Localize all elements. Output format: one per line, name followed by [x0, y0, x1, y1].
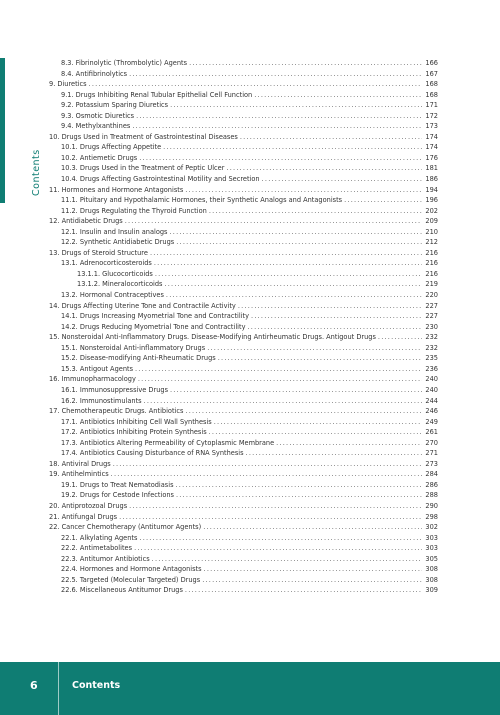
toc-entry[interactable] [49, 111, 438, 122]
toc-entry-page: 302 [425, 523, 438, 532]
toc-entry[interactable] [49, 216, 438, 227]
toc-leader-dots [251, 311, 422, 322]
toc-entry-title: 14.2. Drugs Reducing Myometrial Tone and Contractility [61, 322, 246, 331]
toc-entry[interactable] [49, 90, 438, 101]
toc-leader-dots [111, 469, 422, 480]
toc-entry[interactable] [49, 153, 438, 164]
toc-entry-title: 21. Antifungal Drugs [49, 512, 118, 521]
toc-entry-page: 230 [425, 322, 438, 331]
toc-entry-title: 22.1. Alkylating Agents [61, 533, 138, 542]
toc-leader-dots [185, 585, 422, 596]
toc-entry-title: 22. Cancer Chemotherapy (Antitumor Agents) [49, 523, 202, 532]
toc-entry-page: 210 [425, 227, 438, 236]
toc-entry-title: 9. Diuretics [49, 80, 87, 89]
page-footer [0, 662, 500, 715]
toc-entry[interactable] [49, 406, 438, 417]
toc-entry-title: 22.2. Antimetabolites [61, 544, 133, 553]
toc-entry[interactable] [49, 174, 438, 185]
toc-entry-title: 13.1.2. Mineralocorticoids [77, 280, 163, 289]
toc-leader-dots [254, 90, 422, 101]
toc-entry-page: 240 [425, 375, 438, 384]
toc-entry-page: 240 [425, 385, 438, 394]
toc-entry[interactable] [49, 100, 438, 111]
toc-entry-page: 186 [425, 175, 438, 184]
toc-entry[interactable] [49, 290, 438, 301]
toc-entry-title: 10.4. Drugs Affecting Gastrointestinal Motility and Secretion [61, 175, 260, 184]
toc-leader-dots [139, 153, 422, 164]
toc-leader-dots [155, 269, 422, 280]
toc-entry[interactable] [49, 237, 438, 248]
toc-entry[interactable] [49, 374, 438, 385]
toc-entry-page: 176 [425, 153, 438, 162]
toc-entry-title: 8.4. Antifibrinolytics [61, 69, 128, 78]
toc-entry-title: 12.1. Insulin and Insulin analogs [61, 227, 168, 236]
toc-entry-page: 235 [425, 354, 438, 363]
toc-entry[interactable] [49, 448, 438, 459]
toc-leader-dots [214, 417, 422, 428]
toc-leader-dots [207, 343, 422, 354]
toc-entry[interactable] [49, 533, 438, 544]
toc-entry-title: 16.2. Immunostimulants [61, 396, 142, 405]
toc-leader-dots [344, 195, 422, 206]
toc-entry-title: 10.3. Drugs Used in the Treatment of Peptic Ulcer [61, 164, 225, 173]
toc-leader-dots [218, 353, 422, 364]
toc-entry-page: 246 [425, 407, 438, 416]
toc-entry-page: 168 [425, 80, 438, 89]
toc-leader-dots [240, 132, 422, 143]
toc-entry-page: 174 [425, 143, 438, 152]
toc-leader-dots [170, 100, 422, 111]
toc-entry[interactable] [49, 427, 438, 438]
toc-entry-page: 216 [425, 248, 438, 257]
toc-entry-title: 14.1. Drugs Increasing Myometrial Tone and Contractility [61, 312, 250, 321]
toc-entry[interactable] [49, 585, 438, 596]
toc-leader-dots [144, 396, 422, 407]
toc-entry[interactable] [49, 501, 438, 512]
toc-entry-page: 261 [425, 428, 438, 437]
toc-leader-dots [170, 385, 422, 396]
toc-entry-page: 308 [425, 575, 438, 584]
toc-entry-page: 220 [425, 291, 438, 300]
toc-entry-title: 16.1. Immunosuppressive Drugs [61, 385, 169, 394]
toc-entry-page: 227 [425, 312, 438, 321]
toc-leader-dots [129, 501, 422, 512]
toc-leader-dots [139, 533, 422, 544]
toc-entry-title: 10. Drugs Used in Treatment of Gastrointestinal Diseases [49, 132, 238, 141]
toc-entry-title: 9.1. Drugs Inhibiting Renal Tubular Epithelial Cell Function [61, 90, 253, 99]
toc-leader-dots [185, 406, 422, 417]
toc-entry-page: 309 [425, 586, 438, 595]
toc-leader-dots [176, 490, 422, 501]
toc-entry-title: 18. Antiviral Drugs [49, 459, 111, 468]
toc-entry-page: 271 [425, 449, 438, 458]
toc-entry-page: 219 [425, 280, 438, 289]
toc-entry-title: 15. Nonsteroidal Anti-Inflammatory Drugs. Disease-Modifying Antirheumatic Drugs. Antigout Drugs [49, 333, 376, 342]
toc-entry[interactable] [49, 564, 438, 575]
toc-entry[interactable] [49, 142, 438, 153]
toc-entry-title: 17. Chemotherapeutic Drugs. Antibiotics [49, 407, 184, 416]
toc-entry[interactable] [49, 438, 438, 449]
toc-leader-dots [134, 543, 422, 554]
toc-entry[interactable] [49, 195, 438, 206]
toc-entry-page: 290 [425, 501, 438, 510]
toc-leader-dots [163, 142, 422, 153]
toc-leader-dots [136, 111, 422, 122]
toc-entry-title: 22.6. Miscellaneous Antitumor Drugs [61, 586, 183, 595]
toc-entry-title: 19.1. Drugs to Treat Nematodiasis [61, 480, 174, 489]
toc-entry-page: 216 [425, 259, 438, 268]
toc-leader-dots [152, 554, 422, 565]
toc-entry[interactable] [49, 248, 438, 259]
footer-divider [58, 662, 59, 715]
toc-entry-title: 17.2. Antibiotics Inhibiting Protein Synthesis [61, 428, 207, 437]
toc-entry-title: 12.2. Synthetic Antidiabetic Drugs [61, 238, 175, 247]
toc-entry-title: 9.3. Osmotic Diuretics [61, 111, 135, 120]
toc-entry-page: 171 [425, 101, 438, 110]
toc-entry-title: 10.2. Antiemetic Drugs [61, 153, 138, 162]
toc-entry-page: 303 [425, 533, 438, 542]
toc-entry-page: 212 [425, 238, 438, 247]
toc-entry[interactable] [49, 269, 438, 280]
toc-entry-title: 9.2. Potassium Sparing Diuretics [61, 101, 169, 110]
toc-entry[interactable] [49, 417, 438, 428]
toc-entry-title: 11.2. Drugs Regulating the Thyroid Function [61, 206, 207, 215]
toc-entry[interactable] [49, 206, 438, 217]
toc-entry-title: 11.1. Pituitary and Hypothalamic Hormones, their Synthetic Analogs and Antagonists [61, 196, 343, 205]
side-section-label: Contents [31, 149, 42, 196]
toc-entry-page: 209 [425, 217, 438, 226]
toc-entry[interactable] [49, 69, 438, 80]
toc-entry[interactable] [49, 227, 438, 238]
toc-entry-page: 194 [425, 185, 438, 194]
toc-entry-title: 22.3. Antitumor Antibiotics [61, 554, 150, 563]
toc-entry-title: 9.4. Methylxanthines [61, 122, 131, 131]
toc-entry-page: 216 [425, 269, 438, 278]
toc-leader-dots [262, 174, 422, 185]
toc-entry-page: 284 [425, 470, 438, 479]
toc-entry-page: 298 [425, 512, 438, 521]
toc-entry[interactable] [49, 396, 438, 407]
toc-entry-page: 232 [425, 343, 438, 352]
toc-entry-title: 19.2. Drugs for Cestode Infections [61, 491, 174, 500]
toc-entry-page: 173 [425, 122, 438, 131]
toc-entry-title: 8.3. Fibrinolytic (Thrombolytic) Agents [61, 59, 188, 67]
toc-leader-dots [154, 258, 422, 269]
toc-entry-page: 236 [425, 364, 438, 373]
toc-entry[interactable] [49, 543, 438, 554]
side-tab-marker [0, 58, 5, 203]
toc-entry[interactable] [49, 469, 438, 480]
toc-entry[interactable] [49, 512, 438, 523]
toc-entry-page: 249 [425, 417, 438, 426]
toc-entry[interactable] [49, 575, 438, 586]
toc-entry[interactable] [49, 322, 438, 333]
toc-entry[interactable] [49, 480, 438, 491]
toc-entry-page: 227 [425, 301, 438, 310]
toc-entry-title: 17.1. Antibiotics Inhibiting Cell Wall Synthesis [61, 417, 212, 426]
toc-entry[interactable] [49, 554, 438, 565]
toc-entry[interactable] [49, 79, 438, 90]
toc-entry[interactable] [49, 121, 438, 132]
toc-leader-dots [150, 248, 422, 259]
toc-entry[interactable] [49, 311, 438, 322]
toc-entry-title: 15.3. Antigout Agents [61, 364, 134, 373]
toc-entry[interactable] [49, 490, 438, 501]
toc-leader-dots [209, 206, 422, 217]
toc-entry[interactable] [49, 258, 438, 269]
toc-entry-title: 22.4. Hormones and Hormone Antagonists [61, 565, 202, 574]
toc-entry-title: 16. Immunopharmacology [49, 375, 136, 384]
toc-entry-page: 270 [425, 438, 438, 447]
toc-entry-title: 20. Antiprotozoal Drugs [49, 501, 128, 510]
toc-entry-title: 12. Antidiabetic Drugs [49, 217, 123, 226]
toc-entry-page: 308 [425, 565, 438, 574]
toc-leader-dots [176, 480, 422, 491]
toc-entry-title: 13.1.1. Glucocorticoids [77, 269, 153, 278]
toc-entry-page: 196 [425, 196, 438, 205]
toc-leader-dots [125, 216, 422, 227]
toc-entry-title: 14. Drugs Affecting Uterine Tone and Contractile Activity [49, 301, 236, 310]
toc-entry-page: 166 [425, 59, 438, 67]
table-of-contents [49, 58, 438, 596]
toc-entry-title: 10.1. Drugs Affecting Appetite [61, 143, 162, 152]
toc-entry-title: 15.1. Nonsteroidal Anti-inflammatory Drugs [61, 343, 206, 352]
toc-entry-title: 13.1. Adrenocorticosteroids [61, 259, 152, 268]
toc-leader-dots [113, 459, 422, 470]
toc-entry[interactable] [49, 58, 438, 69]
toc-entry[interactable] [49, 385, 438, 396]
toc-entry-page: 167 [425, 69, 438, 78]
toc-entry[interactable] [49, 279, 438, 290]
toc-leader-dots [226, 163, 422, 174]
toc-leader-dots [166, 290, 422, 301]
toc-entry[interactable] [49, 353, 438, 364]
toc-entry-page: 288 [425, 491, 438, 500]
toc-entry[interactable] [49, 522, 438, 533]
footer-title: Contents [72, 680, 121, 691]
toc-leader-dots [246, 448, 422, 459]
toc-entry-page: 273 [425, 459, 438, 468]
toc-entry-page: 286 [425, 480, 438, 489]
toc-entry-page: 168 [425, 90, 438, 99]
toc-entry-title: 13. Drugs of Steroid Structure [49, 248, 148, 257]
toc-leader-dots [129, 69, 422, 80]
toc-leader-dots [119, 512, 422, 523]
toc-entry-page: 172 [425, 111, 438, 120]
toc-entry[interactable] [49, 343, 438, 354]
toc-leader-dots [176, 237, 422, 248]
toc-entry-page: 181 [425, 164, 438, 173]
toc-entry-title: 15.2. Disease-modifying Anti-Rheumatic Drugs [61, 354, 216, 363]
toc-entry-page: 244 [425, 396, 438, 405]
toc-leader-dots [248, 322, 422, 333]
toc-entry[interactable] [49, 459, 438, 470]
toc-leader-dots [135, 364, 422, 375]
toc-leader-dots [276, 438, 422, 449]
toc-leader-dots [185, 185, 422, 196]
toc-leader-dots [132, 121, 422, 132]
toc-leader-dots [203, 522, 422, 533]
toc-leader-dots [164, 279, 422, 290]
toc-entry-title: 11. Hormones and Hormone Antagonists [49, 185, 184, 194]
toc-entry[interactable] [49, 364, 438, 375]
toc-leader-dots [189, 58, 422, 69]
toc-entry-page: 303 [425, 544, 438, 553]
toc-entry-title: 13.2. Hormonal Contraceptives [61, 291, 164, 300]
toc-entry-title: 19. Antihelmintics [49, 470, 109, 479]
toc-entry[interactable] [49, 332, 438, 343]
toc-entry-title: 22.5. Targeted (Molecular Targeted) Drugs [61, 575, 201, 584]
toc-entry-page: 232 [425, 333, 438, 342]
toc-entry[interactable] [49, 185, 438, 196]
toc-entry[interactable] [49, 132, 438, 143]
toc-leader-dots [204, 564, 422, 575]
toc-leader-dots [169, 227, 422, 238]
toc-entry-page: 202 [425, 206, 438, 215]
toc-entry-title: 17.3. Antibiotics Altering Permeability of Cytoplasmic Membrane [61, 438, 275, 447]
toc-leader-dots [202, 575, 422, 586]
toc-leader-dots [209, 427, 422, 438]
toc-leader-dots [238, 301, 422, 312]
toc-entry[interactable] [49, 301, 438, 312]
toc-entry-page: 305 [425, 554, 438, 563]
toc-entry[interactable] [49, 163, 438, 174]
toc-entry-page: 174 [425, 132, 438, 141]
toc-leader-dots [138, 374, 422, 385]
toc-leader-dots [378, 332, 422, 343]
page-number: 6 [30, 679, 38, 692]
toc-leader-dots [89, 79, 422, 90]
toc-entry-title: 17.4. Antibiotics Causing Disturbance of RNA Synthesis [61, 449, 244, 458]
